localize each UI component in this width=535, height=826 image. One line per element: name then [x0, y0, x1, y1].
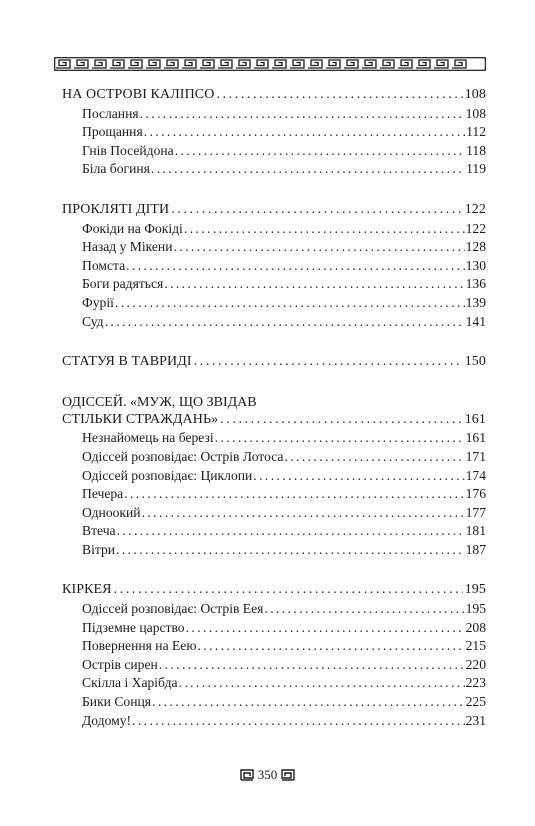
meander-unit — [272, 60, 286, 68]
chapter-page: 150 — [464, 354, 486, 370]
item-page: 128 — [465, 239, 486, 255]
leader-dots — [151, 160, 465, 179]
leader-dots — [194, 353, 463, 372]
leader-dots — [173, 238, 464, 257]
item-title: Фокіди на Фокіді — [82, 220, 183, 236]
toc-chapter-multiline[interactable] — [62, 394, 486, 430]
item-title: Печера — [82, 486, 124, 502]
greek-key-border — [54, 57, 486, 71]
toc-item[interactable] — [62, 123, 486, 142]
meander-unit — [164, 60, 178, 68]
chapter-page: 108 — [464, 87, 486, 102]
chapter-title-line1: ОДІССЕЙ. «МУЖ, ЩО ЗВІДАВ — [62, 394, 257, 410]
toc-chapter[interactable] — [62, 353, 486, 372]
meander-unit — [434, 60, 448, 68]
meander-unit — [290, 60, 304, 68]
item-page: 223 — [465, 675, 486, 691]
item-title: Фурії — [82, 294, 114, 310]
toc-item[interactable] — [62, 238, 486, 257]
leader-dots — [144, 123, 465, 142]
item-page: 122 — [465, 220, 486, 236]
item-page: 119 — [466, 161, 486, 177]
toc-item[interactable] — [62, 619, 486, 638]
toc-section-statuia — [62, 353, 486, 372]
item-page: 220 — [465, 656, 486, 672]
toc-item[interactable] — [62, 429, 486, 448]
chapter-page: 195 — [464, 582, 486, 598]
item-title: Підземне царство — [82, 619, 185, 635]
page-footer — [0, 767, 535, 786]
leader-dots — [184, 220, 465, 239]
chapter-page: 161 — [464, 411, 486, 427]
toc-item[interactable] — [62, 160, 486, 179]
item-page: 195 — [465, 601, 486, 617]
leader-dots — [132, 712, 465, 731]
item-page: 187 — [465, 541, 486, 557]
item-title: Помста — [82, 257, 126, 273]
leader-dots — [253, 467, 464, 486]
meander-unit — [380, 60, 394, 68]
item-page: 161 — [465, 430, 486, 446]
item-title: Одіссей розповідає: Циклопи — [82, 467, 253, 483]
leader-dots — [215, 429, 465, 448]
toc-item[interactable] — [62, 712, 486, 731]
item-title: Незнайомець на березі — [82, 430, 214, 446]
leader-dots — [117, 522, 465, 541]
item-page: 118 — [466, 142, 486, 158]
meander-unit — [398, 60, 412, 68]
toc-item[interactable] — [62, 485, 486, 504]
meander-unit — [326, 60, 340, 68]
leader-dots — [116, 541, 465, 560]
meander-right-icon — [281, 769, 295, 781]
item-title: Одіссей розповідає: Острів Еея — [82, 601, 264, 617]
item-page: 171 — [465, 448, 486, 464]
chapter-title: СТІЛЬКИ СТРАЖДАНЬ» — [62, 411, 219, 427]
toc-item[interactable] — [62, 467, 486, 486]
toc-item[interactable] — [62, 105, 486, 124]
item-title: Острів сирен — [82, 656, 158, 672]
meander-unit — [452, 60, 466, 68]
toc-item[interactable] — [62, 142, 486, 161]
leader-dots — [164, 275, 464, 294]
meander-unit — [56, 60, 70, 68]
chapter-page: 122 — [464, 201, 486, 217]
leader-dots — [105, 313, 465, 332]
item-page: 139 — [465, 294, 486, 310]
item-title: Додому! — [82, 712, 132, 728]
chapter-title: ПРОКЛЯТІ ДІТИ — [62, 201, 170, 217]
item-title: Втеча — [82, 523, 116, 539]
chapter-title: НА ОСТРОВІ КАЛІПСО — [62, 87, 215, 102]
leader-dots — [152, 693, 465, 712]
meander-unit — [218, 60, 232, 68]
item-title: Послання — [82, 105, 139, 121]
item-page: 176 — [465, 486, 486, 502]
item-page: 225 — [465, 694, 486, 710]
toc-section-prokliati-dity — [62, 201, 486, 331]
toc-item[interactable] — [62, 637, 486, 656]
page-number-ornament — [240, 767, 296, 783]
leader-dots — [142, 504, 465, 523]
leader-dots — [140, 105, 465, 124]
meander-unit — [200, 60, 214, 68]
toc-item[interactable] — [62, 600, 486, 619]
toc-chapter[interactable] — [62, 201, 486, 220]
item-page: 136 — [465, 276, 486, 292]
item-title: Суд — [82, 313, 104, 329]
item-page: 174 — [465, 467, 486, 483]
item-page: 108 — [465, 105, 486, 121]
meander-unit — [92, 60, 106, 68]
item-title: Бики Сонця — [82, 694, 152, 710]
toc-item[interactable] — [62, 220, 486, 239]
meander-unit — [362, 60, 376, 68]
leader-dots — [159, 656, 465, 675]
meander-unit — [236, 60, 250, 68]
item-title: Вітри — [82, 541, 116, 557]
meander-unit — [308, 60, 322, 68]
toc-chapter[interactable] — [62, 86, 486, 105]
leader-dots — [124, 485, 464, 504]
item-title: Одноокий — [82, 504, 141, 520]
item-title: Біла богиня — [82, 161, 150, 177]
page-number: 350 — [257, 767, 278, 782]
toc-item[interactable] — [62, 294, 486, 313]
toc-chapter — [62, 411, 486, 430]
meander-unit — [146, 60, 160, 68]
meander-unit — [344, 60, 358, 68]
toc-section-odissei — [62, 394, 486, 560]
toc-item[interactable] — [62, 693, 486, 712]
item-page: 177 — [465, 504, 486, 520]
table-of-contents — [62, 86, 486, 752]
meander-unit — [254, 60, 268, 68]
meander-pattern — [54, 57, 486, 71]
toc-chapter[interactable] — [62, 581, 486, 600]
leader-dots — [175, 142, 465, 161]
toc-item[interactable] — [62, 504, 486, 523]
item-title: Одіссей розповідає: Острів Лотоса — [82, 448, 284, 464]
leader-dots — [198, 637, 465, 656]
meander-left-icon — [240, 769, 254, 781]
item-page: 181 — [465, 523, 486, 539]
item-page: 215 — [465, 638, 486, 654]
item-title: Прощання — [82, 124, 143, 140]
item-page: 231 — [465, 712, 486, 728]
leader-dots — [264, 600, 464, 619]
toc-item[interactable] — [62, 541, 486, 560]
leader-dots — [179, 674, 465, 693]
meander-unit — [110, 60, 124, 68]
item-page: 208 — [465, 619, 486, 635]
toc-item[interactable] — [62, 257, 486, 276]
chapter-title: СТАТУЯ В ТАВРИДІ — [62, 354, 192, 370]
item-page: 112 — [466, 124, 486, 140]
meander-unit — [74, 60, 88, 68]
meander-unit — [416, 60, 430, 68]
item-title: Гнів Посейдона — [82, 142, 174, 158]
leader-dots — [114, 581, 463, 600]
toc-item[interactable] — [62, 448, 486, 467]
leader-dots — [216, 86, 462, 105]
item-title: Скілла і Харібда — [82, 675, 178, 691]
toc-section-kalipso — [62, 86, 486, 179]
item-page: 141 — [465, 313, 486, 329]
toc-item[interactable] — [62, 674, 486, 693]
item-title: Боги радяться — [82, 276, 164, 292]
leader-dots — [220, 411, 463, 430]
leader-dots — [284, 448, 464, 467]
meander-unit — [182, 60, 196, 68]
toc-item[interactable] — [62, 275, 486, 294]
item-title: Назад у Мікени — [82, 239, 173, 255]
toc-item[interactable] — [62, 313, 486, 332]
meander-unit — [128, 60, 142, 68]
item-title: Повернення на Еею — [82, 638, 197, 654]
leader-dots — [186, 619, 465, 638]
chapter-title: КІРКЕЯ — [62, 582, 112, 598]
leader-dots — [171, 201, 462, 220]
leader-dots — [126, 257, 464, 276]
item-page: 130 — [465, 257, 486, 273]
leader-dots — [115, 294, 465, 313]
toc-item[interactable] — [62, 656, 486, 675]
toc-section-kirkeia — [62, 581, 486, 730]
toc-item[interactable] — [62, 522, 486, 541]
